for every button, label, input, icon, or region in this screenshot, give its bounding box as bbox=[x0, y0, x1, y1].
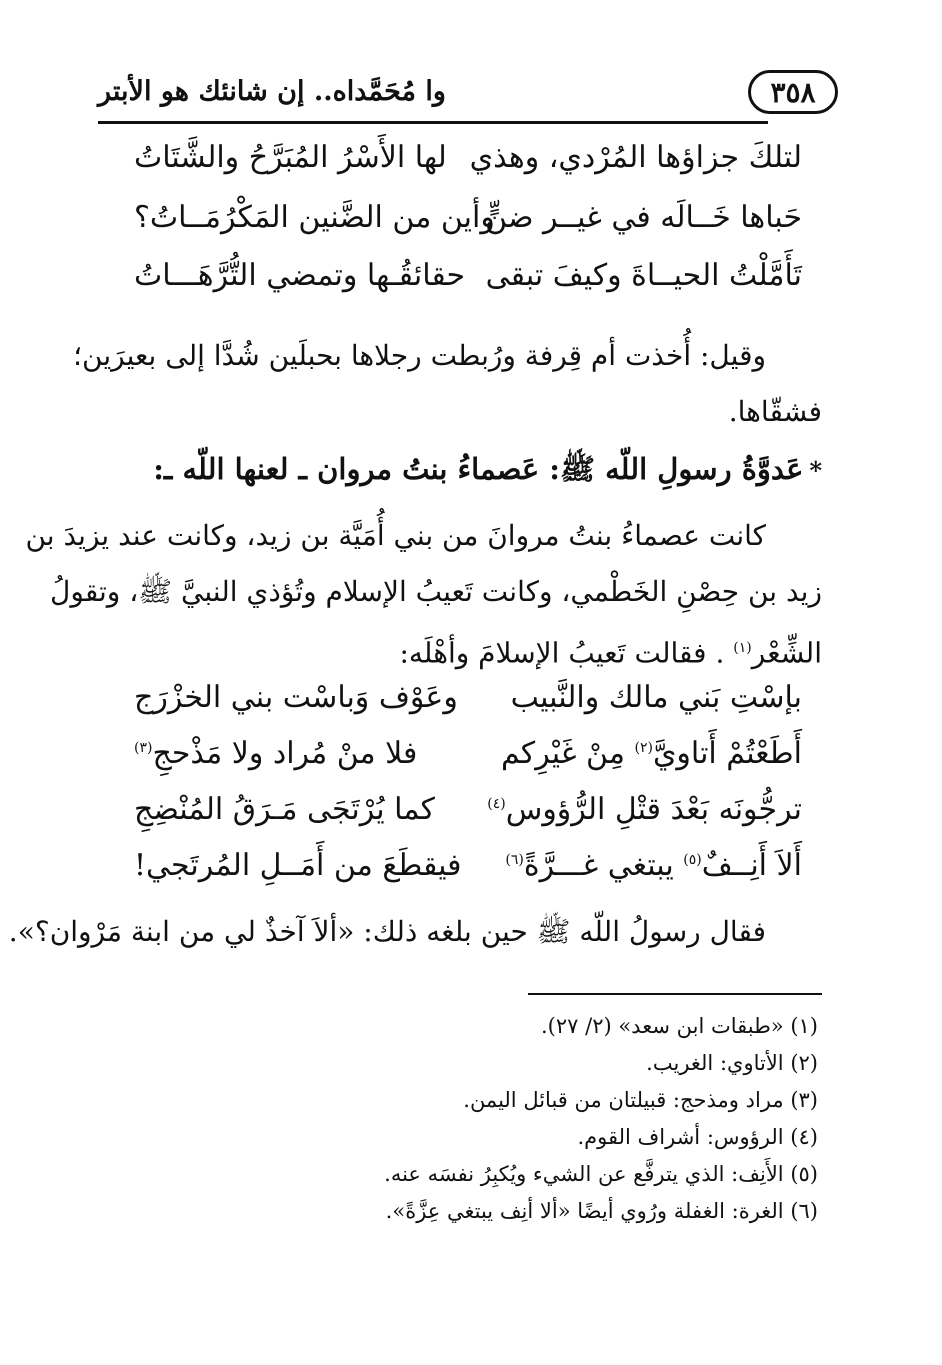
verse-second-hemistich: لها الأَسْرُ المُبَرَّحُ والشَّتَاتُ bbox=[134, 140, 447, 175]
paragraph-text: الشِّعْر bbox=[751, 636, 822, 670]
verse-text: يبتغي غـــرَّةً bbox=[523, 848, 684, 883]
verse-text: فلا منْ مُراد ولا مَذْحجِ bbox=[152, 736, 418, 771]
verse-text: أَلاَ أَنِــفٌ bbox=[701, 848, 802, 883]
verse-line bbox=[96, 200, 822, 252]
paragraph-line: فقال رسولُ اللّه ﷺ حين بلغه ذلك: «ألاَ آخذٌ لي من ابنة مَرْوان؟». bbox=[8, 915, 766, 948]
page-header bbox=[98, 62, 838, 124]
footnote: (٢) الأتاوي: الغريب. bbox=[646, 1051, 818, 1075]
header-rule bbox=[98, 121, 768, 124]
footnote: (٤) الرؤوس: أشراف القوم. bbox=[577, 1125, 818, 1149]
footnote-ref: (١) bbox=[733, 640, 752, 656]
heading-text: عَدوَّةُ رسولِ اللّه ﷺ: عَصماءُ بنتُ مروان ـ لعنها اللّه ـ: bbox=[153, 452, 804, 486]
verse-line bbox=[96, 736, 822, 788]
verse-second-hemistich: فيقطَعَ من أَمَــلِ المُرتَجي! bbox=[134, 848, 462, 883]
footnote: (٣) مراد ومذحج: قبيلتان من قبائل اليمن. bbox=[463, 1088, 818, 1112]
verse-second-hemistich: وعَوْف وَباسْت بني الخزْرَج bbox=[134, 680, 458, 715]
footnote: (١) «طبقات ابن سعد» (٢/ ٢٧). bbox=[540, 1014, 818, 1038]
verse-first-hemistich: لتلكَ جزاؤها المُرْدي، وهذي bbox=[469, 140, 802, 175]
footnote: (٦) الغرة: الغفلة ورُوي أيضًا «ألا أنِف يبتغي عِزَّةً». bbox=[385, 1199, 818, 1223]
paragraph-line: وقيل: أُخذت أم قِرفة ورُبطت رجلاها بحبلَين شُدَّا إلى بعيرَين؛ bbox=[73, 339, 766, 372]
footnote-ref: (٣) bbox=[134, 740, 153, 756]
paragraph-text: . فقالت تَعيبُ الإسلامَ وأهْلَه: bbox=[399, 636, 734, 670]
verse-second-hemistich: وأين من الضَّنين المَكْرُمَــاتُ؟ bbox=[134, 200, 495, 235]
paragraph bbox=[8, 904, 822, 960]
footnote-ref: (٦) bbox=[505, 852, 524, 868]
footnote: (٥) الأَنِف: الذي يترفَّع عن الشيء ويُكبِرُ نفسَه عنه. bbox=[384, 1162, 818, 1186]
footnote-separator bbox=[528, 993, 822, 995]
verse-line bbox=[96, 258, 822, 310]
verse-second-hemistich: حقائقُـها وتمضي التُّرَّهَـــاتُ bbox=[134, 258, 466, 293]
verse-text: أَطَعْتُمْ أَتاويَّ bbox=[652, 736, 802, 771]
footnote-ref: (٥) bbox=[683, 852, 702, 868]
verse-first-hemistich bbox=[505, 848, 802, 883]
paragraph-line: فشقّاها. bbox=[728, 395, 822, 428]
verse-first-hemistich bbox=[487, 792, 802, 827]
page-number-badge bbox=[748, 70, 838, 114]
heading-star: * bbox=[809, 456, 822, 485]
verse-line bbox=[96, 680, 822, 732]
verse-first-hemistich: بإسْتِ بَني مالك والنَّبيب bbox=[510, 680, 802, 715]
verse-line bbox=[96, 140, 822, 192]
paragraph-line: كانت عصماءُ بنتُ مروانَ من بني أُمَيَّة بن زيد، وكانت عند يزيدَ بن bbox=[25, 519, 766, 552]
verse-first-hemistich: تَأَمَّلْتُ الحيــاةَ وكيفَ تبقى bbox=[485, 258, 802, 293]
verse-first-hemistich bbox=[501, 736, 802, 771]
footnote-ref: (٤) bbox=[487, 796, 506, 812]
verse-text: مِنْ غَيْرِكم bbox=[500, 736, 635, 771]
footnote-ref: (٢) bbox=[634, 740, 653, 756]
verse-line bbox=[96, 848, 822, 900]
verse-second-hemistich bbox=[134, 736, 417, 771]
paragraph bbox=[73, 328, 822, 440]
section-heading bbox=[96, 452, 822, 494]
verse-second-hemistich: كما يُرْتَجَى مَـرَقُ المُنْضِجِ bbox=[134, 792, 435, 827]
paragraph-line bbox=[96, 620, 822, 681]
running-title: وا مُحَمَّداه.. إن شانئك هو الأبتر bbox=[98, 76, 446, 107]
verse-first-hemistich: حَباها خَــالَه في غيــر ضنٍّ bbox=[485, 200, 802, 235]
footnotes bbox=[96, 1008, 818, 1230]
paragraph-line: زيد بن حِصْنِ الخَطْمي، وكانت تَعيبُ الإسلام وتُؤذي النبيَّ ﷺ، وتقولُ bbox=[50, 575, 822, 608]
verse-text: ترجُّونَه بَعْدَ قتْلِ الرُّؤوس bbox=[505, 792, 802, 827]
paragraph bbox=[25, 508, 822, 681]
verse-line bbox=[96, 792, 822, 844]
page-number: ٣٥٨ bbox=[770, 75, 816, 109]
